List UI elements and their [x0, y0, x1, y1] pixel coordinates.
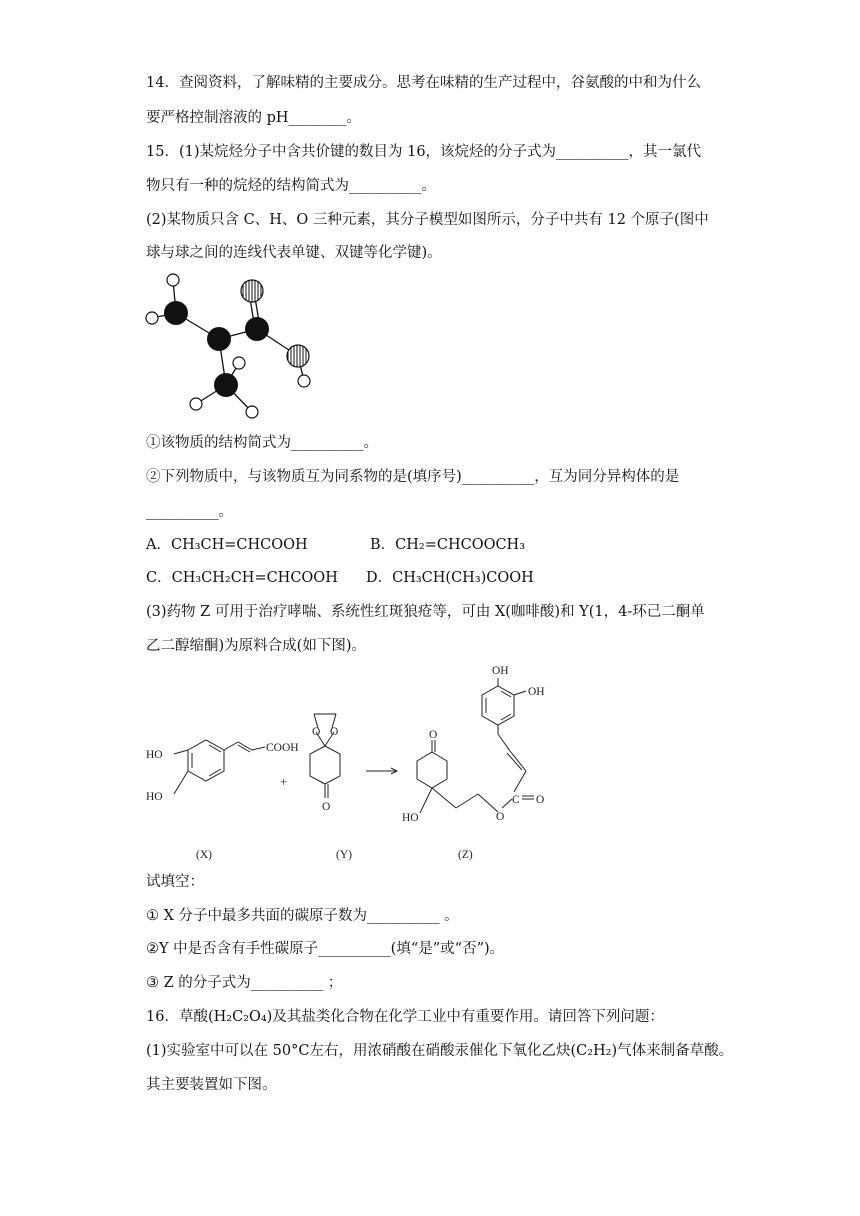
option-d: D．CH₃CH(CH₃)COOH: [366, 570, 534, 586]
q15-part2-line1: (2)某物质只含 C、H、O 三种元素，其分子模型如图所示，分子中共有 12 个原子(图中: [146, 212, 709, 228]
ring-oxygen-label: O: [312, 726, 321, 738]
q15-sub2-cont: __________。: [146, 504, 233, 520]
q15-sub2: ②下列物质中，与该物质互为同系物的是(填序号)__________，互为同分异构体的是: [146, 469, 680, 485]
oxygen-atom: [287, 345, 309, 367]
fill-in-item3: ③ Z 的分子式为__________ ；: [146, 975, 343, 991]
carbonyl-oxygen-label: O: [536, 794, 545, 806]
reaction-scheme-figure: [140, 658, 580, 868]
compound-label-x: (X): [196, 849, 212, 861]
keto-oxygen-label: O: [429, 729, 438, 741]
carbon-atom: [207, 327, 231, 351]
oh-label: OH: [492, 665, 509, 677]
molecule-model-figure: [140, 268, 320, 423]
fill-in-heading: 试填空：: [146, 874, 204, 890]
ho-label: HO: [146, 791, 163, 803]
ho-label: HO: [146, 749, 163, 761]
hydrogen-atom: [298, 375, 310, 387]
hydrogen-atom: [246, 406, 258, 418]
option-c: C．CH₃CH₂CH=CHCOOH: [146, 570, 338, 586]
q16-line1: 16．草酸(H₂C₂O₄)及其盐类化合物在化学工业中有重要作用。请回答下列问题：: [146, 1009, 664, 1025]
q16-line3: 其主要装置如下图。: [146, 1077, 277, 1093]
q14-line1: 14．查阅资料，了解味精的主要成分。思考在味精的生产过程中，谷氨酸的中和为什么: [146, 75, 701, 91]
hydrogen-atom: [233, 357, 245, 369]
benzene-ring-z: [482, 686, 514, 725]
oxygen-atom: [241, 280, 263, 302]
compound-label-y: (Y): [336, 849, 352, 861]
q15-line2: 物只有一种的烷烃的结构简式为__________。: [146, 178, 436, 194]
fill-in-item2: ②Y 中是否含有手性碳原子__________(填“是”或“否”)。: [146, 941, 505, 957]
option-b: B．CH₂=CHCOOCH₃: [370, 537, 526, 553]
carbon-atom: [164, 301, 188, 325]
q15-part3-line2: 乙二醇缩酮)为原料合成(如下图)。: [146, 638, 366, 654]
carbon-atom: [245, 317, 269, 341]
cooh-label: COOH: [266, 742, 299, 754]
fill-in-item1: ① X 分子中最多共面的碳原子数为__________ 。: [146, 908, 459, 924]
option-a: A．CH₃CH=CHCOOH: [146, 537, 308, 553]
hydrogen-atom: [167, 274, 179, 286]
q15-line1: 15．(1)某烷烃分子中含共价键的数目为 16，该烷烃的分子式为__________，其一氯代: [146, 144, 702, 160]
q15-part3-line1: (3)药物 Z 可用于治疗哮喘、系统性红斑狼疮等，可由 X(咖啡酸)和 Y(1，4-环己二酮单: [146, 604, 705, 620]
q14-line2: 要严格控制溶液的 pH________。: [146, 110, 362, 126]
ho-label: HO: [402, 812, 419, 824]
keto-oxygen-label: O: [322, 801, 331, 813]
cyclohexane-ring-z: [417, 752, 447, 788]
ring-oxygen-label: O: [330, 726, 339, 738]
hydrogen-atom: [190, 398, 202, 410]
q16-line2: (1)实验室中可以在 50°C左右，用浓硝酸在硝酸汞催化下氧化乙炔(C₂H₂)气体来制备草酸。: [146, 1043, 734, 1059]
plus-sign: +: [280, 774, 288, 789]
carbonyl-carbon-label: C: [512, 794, 520, 806]
ester-oxygen-label: O: [496, 811, 505, 823]
cyclohexane-ring-y: [310, 746, 340, 784]
hydrogen-atom: [146, 312, 158, 324]
carbon-atom: [214, 373, 238, 397]
q15-part2-line2: 球与球之间的连线代表单键、双键等化学键)。: [146, 245, 442, 261]
benzene-ring-x: [188, 740, 224, 781]
oh-label: OH: [528, 686, 545, 698]
q15-sub1: ①该物质的结构简式为__________。: [146, 435, 378, 451]
compound-label-z: (Z): [458, 849, 473, 861]
